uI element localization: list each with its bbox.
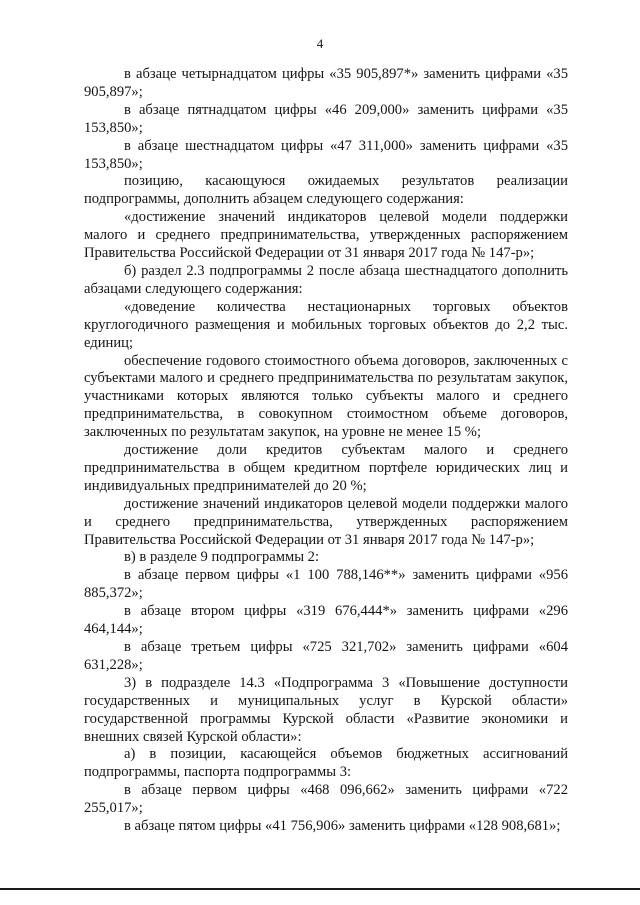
paragraph: достижение доли кредитов субъектам малого и среднего предпринимательства в общем кредитном портфеле юридических лиц и индивидуальных предпринимателей до 20 %; — [84, 442, 568, 494]
paragraph: в абзаце четырнадцатом цифры «35 905,897*» заменить цифрами «35 905,897»; — [84, 66, 568, 100]
page-bottom-rule — [0, 888, 640, 890]
paragraph: обеспечение годового стоимостного объема договоров, заключенных с субъектами малого и среднего предпринимательства по результатам закупок, участниками которых являются только субъекты малого и среднего предпринимательства, в совокупном стоимостном объеме договоров, заключенных по результатам закупок, на уровне не менее 15 %; — [84, 352, 568, 441]
paragraph: в абзаце шестнадцатом цифры «47 311,000» заменить цифрами «35 153,850»; — [84, 137, 568, 172]
paragraph: б) раздел 2.3 подпрограммы 2 после абзаца шестнадцатого дополнить абзацами следующего содержания: — [84, 262, 568, 297]
paragraph: в абзаце пятнадцатом цифры «46 209,000» заменить цифрами «35 153,850»; — [84, 101, 568, 136]
paragraph: «доведение количества нестационарных торговых объектов круглогодичного размещения и мобильных торговых объектов до 2,2 тыс. единиц; — [84, 298, 568, 351]
paragraph: достижение значений индикаторов целевой модели поддержки малого и среднего предпринимательства, утвержденных распоряжением Правительства Российской Федерации от 31 января 2017 года № 147-р»; — [84, 495, 568, 548]
paragraph: в абзаце третьем цифры «725 321,702» заменить цифрами «604 631,228»; — [84, 639, 568, 673]
paragraph: «достижение значений индикаторов целевой модели поддержки малого и среднего предпринимательства, утвержденных распоряжением Правительства Российской Федерации от 31 января 2017 года № 147-р»; — [84, 209, 568, 262]
page-number: 4 — [316, 36, 324, 51]
paragraph: 3) в подразделе 14.3 «Подпрограмма 3 «Повышение доступности государственных и муниципальных услуг в Курской области» государственной программы Курской области «Развитие экономики и внешних связей Курской области»: — [84, 674, 568, 745]
paragraph: позицию, касающуюся ожидаемых результатов реализации подпрограммы, дополнить абзацем следующего содержания: — [84, 173, 568, 208]
paragraph: в абзаце втором цифры «319 676,444*» заменить цифрами «296 464,144»; — [84, 603, 568, 638]
paragraph: в абзаце первом цифры «1 100 788,146**» заменить цифрами «956 885,372»; — [84, 567, 568, 602]
paragraph: в) в разделе 9 подпрограммы 2: — [124, 549, 320, 566]
paragraph: а) в позиции, касающейся объемов бюджетных ассигнований подпрограммы, паспорта подпрограммы 3: — [84, 746, 568, 781]
document-body — [84, 66, 568, 836]
paragraph: в абзаце пятом цифры «41 756,906» заменить цифрами «128 908,681»; — [124, 818, 561, 835]
paragraph: в абзаце первом цифры «468 096,662» заменить цифрами «722 255,017»; — [84, 782, 568, 817]
